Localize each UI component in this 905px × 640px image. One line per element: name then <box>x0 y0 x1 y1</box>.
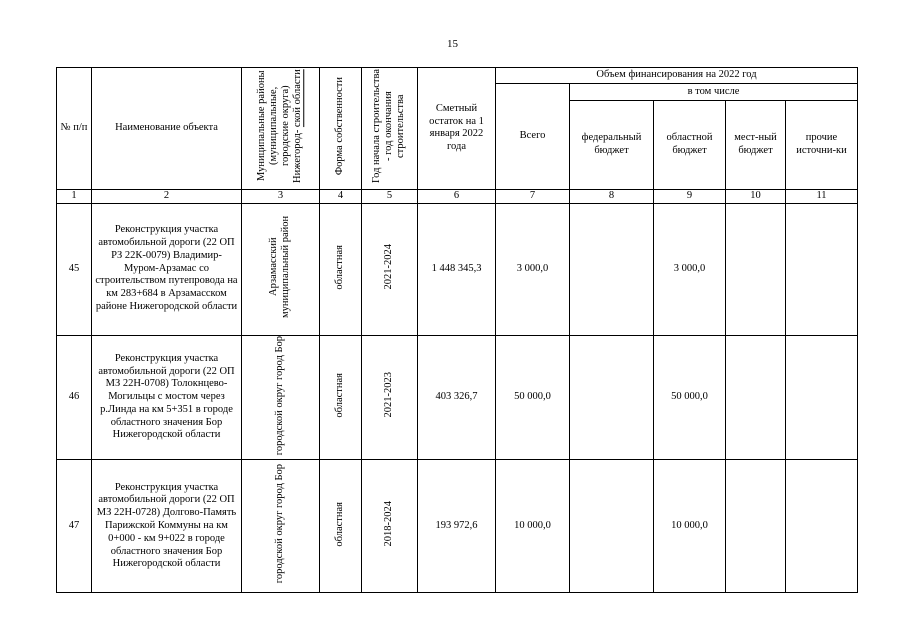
header-col-remainder: Сметный остаток на 1 января 2022 года <box>418 68 496 190</box>
municipality-cell <box>242 460 320 593</box>
total-value: 50 000,0 <box>496 335 570 460</box>
column-number: 5 <box>362 189 418 203</box>
header-municipal-text <box>256 68 304 184</box>
remainder-value: 1 448 345,3 <box>418 203 496 335</box>
row-no: 47 <box>57 460 92 593</box>
other-value <box>786 203 858 335</box>
years-cell <box>362 203 418 335</box>
table-row <box>57 335 858 460</box>
header-municipal-main: Муниципальные районы (муниципальные, городские округа) Нижегород- <box>256 70 304 183</box>
other-value <box>786 460 858 593</box>
other-value <box>786 335 858 460</box>
federal-value <box>570 335 654 460</box>
regional-value: 50 000,0 <box>654 335 726 460</box>
federal-value <box>570 203 654 335</box>
table-row <box>57 460 858 593</box>
table-row <box>57 203 858 335</box>
header-col-name: Наименование объекта <box>92 68 242 190</box>
header-ownership-text: Форма собственности <box>334 76 346 176</box>
column-number: 9 <box>654 189 726 203</box>
header-col-no: № п/п <box>57 68 92 190</box>
object-name: Реконструкция участка автомобильной дороги (22 ОП РЗ 22К-0079) Владимир-Муром-Арзамас со строительством путепровода на км 283+684 в Арзамасском районе Нижегородской области <box>92 203 242 335</box>
financing-table <box>56 67 858 593</box>
years-cell <box>362 335 418 460</box>
local-value <box>726 460 786 593</box>
column-number: 11 <box>786 189 858 203</box>
column-number: 7 <box>496 189 570 203</box>
municipality-text: городской округ город Бор <box>274 335 286 455</box>
local-value <box>726 203 786 335</box>
header-col-federal: федеральный бюджет <box>570 100 654 189</box>
header-col-municipal <box>242 68 320 190</box>
ownership-text: областная <box>334 501 346 547</box>
header-col-ownership <box>320 68 362 190</box>
column-number: 6 <box>418 189 496 203</box>
object-name: Реконструкция участка автомобильной дороги (22 ОП МЗ 22Н-0728) Долгово-Память Парижской Коммуны на км 0+000 - км 9+022 в городе областного значения Бор Нижегородской области <box>92 460 242 593</box>
header-col-local: мест-ный бюджет <box>726 100 786 189</box>
column-number: 8 <box>570 189 654 203</box>
column-number: 10 <box>726 189 786 203</box>
municipality-text: Арзамасский муниципальный район <box>268 215 292 318</box>
municipality-text: городской округ город Бор <box>274 464 286 584</box>
column-number: 3 <box>242 189 320 203</box>
federal-value <box>570 460 654 593</box>
years-text: 2021-2024 <box>383 244 395 290</box>
remainder-value: 193 972,6 <box>418 460 496 593</box>
remainder-value: 403 326,7 <box>418 335 496 460</box>
header-funding-title: Объем финансирования на 2022 год <box>496 68 858 84</box>
column-number: 2 <box>92 189 242 203</box>
ownership-cell <box>320 460 362 593</box>
years-text: 2021-2023 <box>383 372 395 418</box>
column-number-row <box>57 189 858 203</box>
header-including: в том числе <box>570 84 858 101</box>
page-number: 15 <box>447 38 458 50</box>
ownership-text: областная <box>334 372 346 418</box>
column-number: 1 <box>57 189 92 203</box>
years-cell <box>362 460 418 593</box>
header-col-other: прочие источни-ки <box>786 100 858 189</box>
row-no: 45 <box>57 203 92 335</box>
header-col-years <box>362 68 418 190</box>
header-col-total: Всего <box>496 84 570 190</box>
local-value <box>726 335 786 460</box>
row-no: 46 <box>57 335 92 460</box>
header-row-1 <box>57 68 858 84</box>
total-value: 3 000,0 <box>496 203 570 335</box>
total-value: 10 000,0 <box>496 460 570 593</box>
ownership-text: областная <box>334 244 346 290</box>
header-municipal-tail: ской области <box>292 69 304 127</box>
header-col-regional: областной бюджет <box>654 100 726 189</box>
municipality-cell <box>242 335 320 460</box>
regional-value: 10 000,0 <box>654 460 726 593</box>
header-years-text: Год начала строительства - год окончания строительства <box>371 69 407 183</box>
ownership-cell <box>320 335 362 460</box>
municipality-cell <box>242 203 320 335</box>
column-number: 4 <box>320 189 362 203</box>
regional-value: 3 000,0 <box>654 203 726 335</box>
years-text: 2018-2024 <box>383 501 395 547</box>
ownership-cell <box>320 203 362 335</box>
object-name: Реконструкция участка автомобильной дороги (22 ОП МЗ 22Н-0708) Толокнцево-Могильцы с мостом через р.Линда на км 5+351 в городе областного значения Бор Нижегородской области <box>92 335 242 460</box>
